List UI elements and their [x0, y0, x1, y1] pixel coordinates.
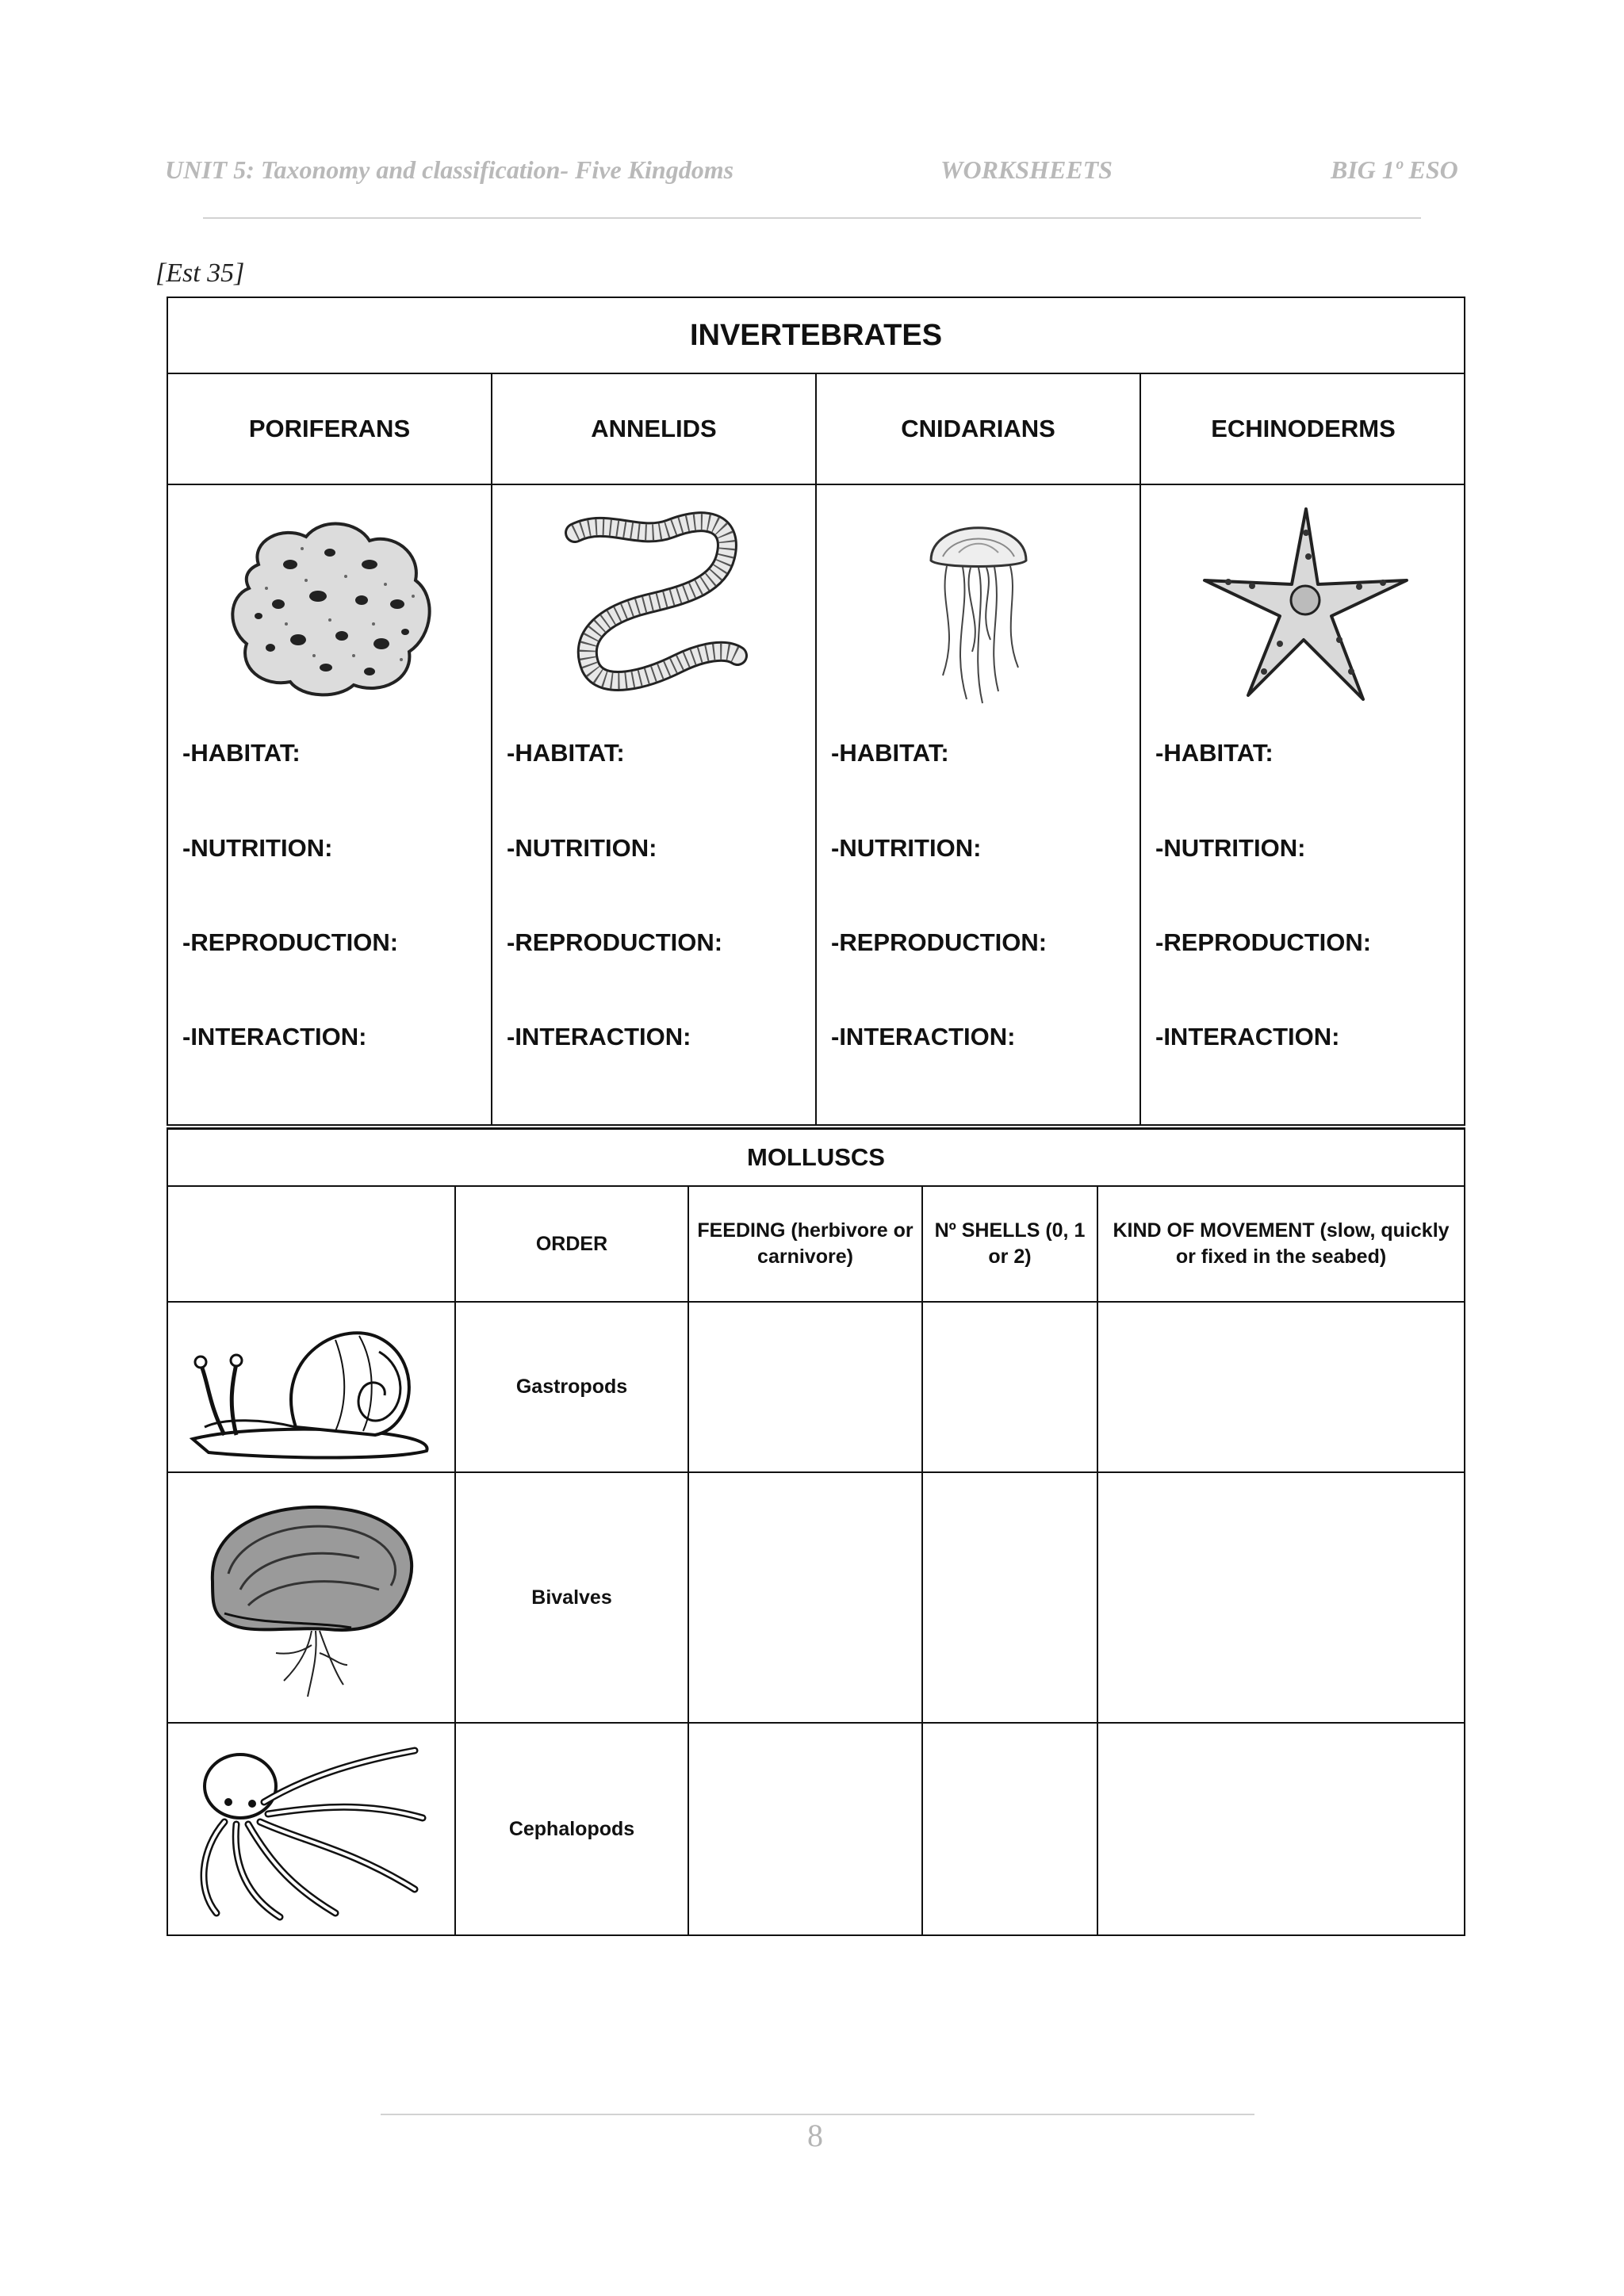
- shells-cell[interactable]: [923, 1473, 1098, 1724]
- header-order: ORDER: [456, 1187, 689, 1303]
- field-habitat: -HABITAT:: [1155, 739, 1274, 767]
- footer-divider: [381, 2114, 1254, 2115]
- field-interaction: -INTERACTION:: [1155, 1023, 1340, 1050]
- invertebrates-title: INVERTEBRATES: [168, 298, 1464, 374]
- page-number: 8: [807, 2118, 823, 2153]
- snail-illustration: [168, 1303, 456, 1473]
- column-header: PORIFERANS: [168, 374, 491, 485]
- header-feeding: FEEDING (herbivore or carnivore): [689, 1187, 923, 1303]
- column-cnidarians: [817, 374, 1141, 1126]
- header-worksheets: WORKSHEETS: [940, 155, 1113, 184]
- field-habitat: -HABITAT:: [831, 739, 949, 767]
- mussel-illustration: [168, 1473, 456, 1724]
- column-annelids: [492, 374, 817, 1126]
- field-interaction: -INTERACTION:: [507, 1023, 691, 1050]
- feeding-cell[interactable]: [689, 1724, 923, 1935]
- octopus-illustration: [168, 1724, 456, 1935]
- invertebrates-table: [167, 297, 1465, 1126]
- field-reproduction: -REPRODUCTION:: [182, 928, 399, 956]
- header-course: BIG 1º ESO: [1331, 155, 1458, 184]
- header-image-cell: [168, 1187, 456, 1303]
- field-nutrition: -NUTRITION:: [1155, 834, 1306, 862]
- feeding-cell[interactable]: [689, 1303, 923, 1473]
- field-nutrition: -NUTRITION:: [831, 834, 982, 862]
- field-habitat: -HABITAT:: [182, 739, 301, 767]
- field-nutrition: -NUTRITION:: [507, 834, 657, 862]
- field-reproduction: -REPRODUCTION:: [507, 928, 723, 956]
- molluscs-title: MOLLUSCS: [168, 1130, 1464, 1187]
- movement-cell[interactable]: [1098, 1303, 1464, 1473]
- molluscs-table: [167, 1127, 1465, 1936]
- feeding-cell[interactable]: [689, 1473, 923, 1724]
- field-interaction: -INTERACTION:: [831, 1023, 1016, 1050]
- field-nutrition: -NUTRITION:: [182, 834, 333, 862]
- header-movement: KIND OF MOVEMENT (slow, quickly or fixed in the seabed): [1098, 1187, 1464, 1303]
- order-gastropods: Gastropods: [456, 1303, 689, 1473]
- header-divider: [203, 217, 1421, 219]
- order-bivalves: Bivalves: [456, 1473, 689, 1724]
- field-interaction: -INTERACTION:: [182, 1023, 367, 1050]
- field-habitat: -HABITAT:: [507, 739, 625, 767]
- column-echinoderms: [1141, 374, 1465, 1126]
- column-header: ANNELIDS: [492, 374, 815, 485]
- column-poriferans: [168, 374, 492, 1126]
- sponge-illustration: [168, 485, 491, 723]
- starfish-illustration: [1141, 485, 1465, 723]
- movement-cell[interactable]: [1098, 1724, 1464, 1935]
- jellyfish-illustration: [817, 485, 1139, 723]
- shells-cell[interactable]: [923, 1303, 1098, 1473]
- worm-illustration: [492, 485, 815, 723]
- standard-reference: [Est 35]: [155, 258, 245, 288]
- column-header: ECHINODERMS: [1141, 374, 1465, 485]
- header-unit-title: UNIT 5: Taxonomy and classification- Five Kingdoms: [165, 155, 734, 184]
- movement-cell[interactable]: [1098, 1473, 1464, 1724]
- header-shells: Nº SHELLS (0, 1 or 2): [923, 1187, 1098, 1303]
- field-reproduction: -REPRODUCTION:: [831, 928, 1048, 956]
- shells-cell[interactable]: [923, 1724, 1098, 1935]
- field-reproduction: -REPRODUCTION:: [1155, 928, 1372, 956]
- column-header: CNIDARIANS: [817, 374, 1139, 485]
- order-cephalopods: Cephalopods: [456, 1724, 689, 1935]
